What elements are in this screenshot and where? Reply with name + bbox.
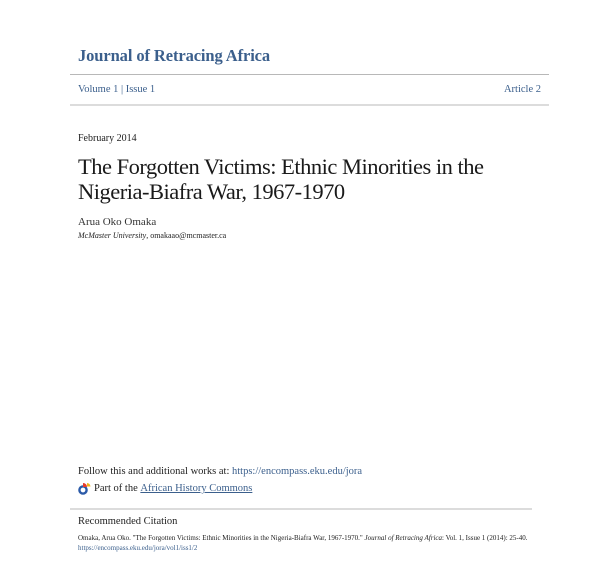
african-history-commons-link[interactable]: African History Commons bbox=[140, 483, 253, 494]
bepress-commons-icon bbox=[78, 482, 91, 495]
part-of-label: Part of the bbox=[94, 483, 138, 494]
publication-date: February 2014 bbox=[78, 133, 137, 144]
header-divider bbox=[70, 74, 549, 75]
author-affiliation bbox=[78, 231, 226, 240]
citation-journal: Journal of Retracing Africa bbox=[364, 534, 442, 542]
recommended-citation-heading: Recommended Citation bbox=[78, 516, 178, 527]
affiliation-name: McMaster University bbox=[78, 231, 147, 240]
article-number-link[interactable]: Article 2 bbox=[503, 84, 541, 95]
citation-divider bbox=[70, 508, 532, 510]
journal-title[interactable]: Journal of Retracing Africa bbox=[78, 46, 271, 65]
follow-link[interactable]: https://encompass.eku.edu/jora bbox=[232, 466, 363, 477]
subheader-divider bbox=[70, 104, 549, 106]
follow-line bbox=[78, 466, 362, 477]
follow-label: Follow this and additional works at: bbox=[78, 466, 232, 477]
author-name: Arua Oko Omaka bbox=[78, 216, 157, 228]
volume-issue-link[interactable]: Volume 1 | Issue 1 bbox=[78, 84, 156, 95]
author-email: , omakaao@mcmaster.ca bbox=[146, 231, 227, 240]
citation-text bbox=[78, 533, 528, 553]
article-title: The Forgotten Victims: Ethnic Minorities in the Nigeria-Biafra War, 1967-1970 bbox=[78, 154, 484, 204]
part-of-line bbox=[78, 482, 252, 495]
citation-rest: : Vol. 1, Issue 1 (2014): 25-40. bbox=[442, 534, 528, 542]
citation-link[interactable]: https://encompass.eku.edu/jora/vol1/iss1/2 bbox=[78, 544, 198, 552]
citation-body: Omaka, Arua Oko. "The Forgotten Victims: Ethnic Minorities in the Nigeria-Biafra War, 1967-1970." bbox=[78, 534, 365, 542]
